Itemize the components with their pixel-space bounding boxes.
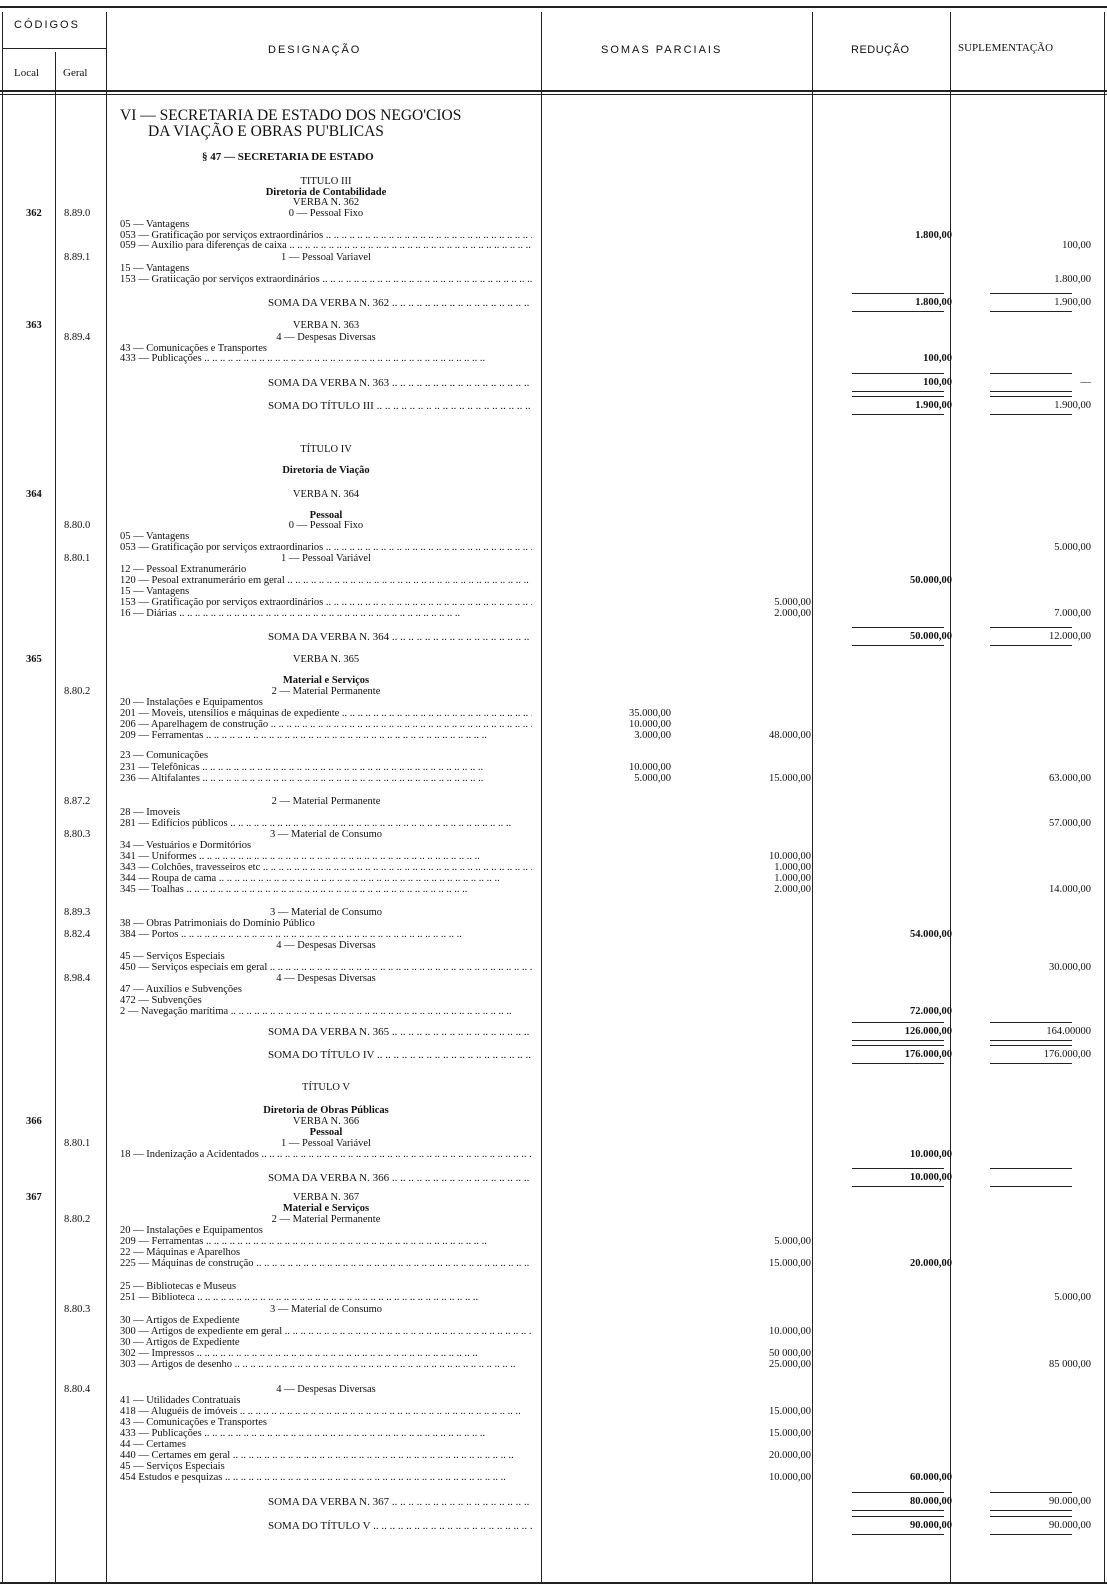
sum-rule — [990, 391, 1072, 392]
designacao-text: 053 — Gratificação por serviços extraordinarios .. .. — [120, 542, 532, 554]
soma-row — [0, 1172, 1107, 1184]
budget-row — [0, 1292, 1107, 1304]
designacao-text: 209 — Ferramentas .. .. — [120, 730, 532, 742]
header-geral: Geral — [63, 67, 88, 79]
designacao-text: 18 — Indenização a Acidentados .. .. — [120, 1149, 532, 1161]
designacao-text: VERBA N. 367 — [292, 1192, 360, 1203]
soma-label: SOMA DA VERBA N. 364 .. .. — [268, 631, 532, 643]
local-code: 362 — [26, 208, 42, 219]
suplementacao-value: 7.000,00 — [1054, 608, 1091, 619]
soma-row — [0, 631, 1107, 643]
geral-code: 8.89.0 — [64, 208, 91, 219]
local-code: 364 — [26, 489, 42, 500]
designacao-text: 4 — Despesas Diversas — [276, 332, 376, 343]
soma-row — [0, 1049, 1107, 1061]
soma-label: SOMA DA VERBA N. 367 .. .. — [268, 1496, 532, 1508]
designacao-text: 45 — Serviços Especiais — [120, 951, 225, 962]
designacao-text: Pessoal — [309, 510, 343, 521]
geral-code: 8.80.3 — [64, 829, 91, 840]
sum-rule — [852, 627, 944, 628]
soma-label: SOMA DA VERBA N. 366 .. .. — [268, 1172, 532, 1184]
soma-parcial-1: 10.000,00 — [629, 719, 671, 730]
sum-rule — [852, 1045, 944, 1046]
designacao-text: VERBA N. 362 — [292, 197, 360, 208]
budget-row — [0, 465, 1107, 477]
designacao-text: 15 — Vantagens — [120, 263, 190, 274]
reducao-value: 100,00 — [923, 353, 952, 364]
designacao-text: 43 — Comunicações e Transportes — [120, 1417, 267, 1428]
designacao-text: 225 — Máquinas de construção .. .. — [120, 1258, 532, 1270]
budget-row — [0, 489, 1107, 501]
designacao-text: VERBA N. 363 — [292, 320, 360, 331]
budget-row — [0, 730, 1107, 742]
designacao-text: 343 — Colchões, travesseiros etc .. .. — [120, 862, 532, 874]
sum-rule — [852, 1186, 944, 1187]
designacao-text: 05 — Vantagens — [120, 531, 190, 542]
sum-rule — [990, 1492, 1072, 1493]
local-code: 367 — [26, 1192, 42, 1203]
sum-rule — [990, 627, 1072, 628]
reducao-value: 10.000,00 — [910, 1172, 952, 1183]
soma-parcial-2: 15.000,00 — [769, 1428, 811, 1439]
designacao-text: 281 — Edifícios públicos .. .. — [120, 818, 532, 830]
suplementacao-value: 1.800,00 — [1054, 274, 1091, 285]
designacao-text: 2 — Material Permanente — [271, 1214, 381, 1225]
designacao-text: 454 Estudos e pesquizas .. .. — [120, 1472, 532, 1484]
soma-parcial-2: 48.000,00 — [769, 730, 811, 741]
designacao-text: 44 — Certames — [120, 1439, 186, 1450]
sum-rule — [990, 1186, 1072, 1187]
designacao-text: 345 — Toalhas .. .. — [120, 884, 532, 896]
designacao-text: 45 — Serviços Especiais — [120, 1461, 225, 1472]
sum-rule — [852, 1510, 944, 1511]
budget-row — [0, 1149, 1107, 1161]
designacao-text: 251 — Biblioteca .. .. — [120, 1292, 532, 1304]
geral-code: 8.80.3 — [64, 1304, 91, 1315]
designacao-text: 472 — Subvenções — [120, 995, 202, 1006]
reducao-value: 50.000,00 — [910, 631, 952, 642]
suplementacao-value: 1.900,00 — [1054, 400, 1091, 411]
sum-rule — [852, 645, 944, 646]
designacao-text: VERBA N. 366 — [292, 1116, 360, 1127]
header-suplementacao: SUPLEMENTAÇÃO — [958, 42, 1054, 54]
section-title-line1: VI — SECRETARIA DE ESTADO DOS NEGO'CIOS — [120, 107, 462, 124]
suplementacao-value: 1.900,00 — [1054, 297, 1091, 308]
soma-row — [0, 1520, 1107, 1532]
soma-parcial-1: 3.000,00 — [634, 730, 671, 741]
designacao-text: 302 — Impressos .. .. — [120, 1348, 532, 1360]
designacao-text: 41 — Utilidades Contratuais — [120, 1395, 241, 1406]
sum-rule — [852, 1022, 944, 1023]
geral-code: 8.80.4 — [64, 1384, 91, 1395]
designacao-text: 3 — Material de Consumo — [270, 907, 382, 918]
designacao-text: VERBA N. 365 — [292, 654, 360, 665]
designacao-text: 43 — Comunicações e Transportes — [120, 343, 267, 354]
geral-code: 8.89.4 — [64, 332, 91, 343]
reducao-value: 176.000,00 — [904, 1049, 952, 1060]
designacao-text: 418 — Aluguéis de imóveis .. .. — [120, 1406, 532, 1418]
designacao-text: 4 — Despesas Diversas — [276, 1384, 376, 1395]
sum-rule — [852, 414, 944, 415]
designacao-text: TÍTULO V — [302, 1082, 350, 1093]
designacao-text: 1 — Pessoal Variável — [281, 553, 371, 564]
designacao-text: 153 — Gratificação por serviços extraordinários .. .. — [120, 597, 532, 609]
soma-parcial-2: 10.000,00 — [769, 1472, 811, 1483]
soma-parcial-2: 5.000,00 — [774, 1236, 811, 1247]
designacao-text: 433 — Publicações .. .. — [120, 353, 532, 365]
designacao-text: 2 — Material Permanente — [271, 796, 381, 807]
header-designacao: DESIGNAÇÃO — [268, 44, 362, 56]
suplementacao-value: 5.000,00 — [1054, 542, 1091, 553]
budget-row — [0, 1258, 1107, 1270]
designacao-text: 206 — Aparelhagem de construção .. .. — [120, 719, 532, 731]
soma-row — [0, 400, 1107, 412]
budget-row — [0, 773, 1107, 785]
header-bottom-rule — [0, 90, 1107, 92]
sum-rule — [990, 293, 1072, 294]
designacao-text: Pessoal — [309, 1127, 343, 1138]
reducao-value: 126.000,00 — [904, 1026, 952, 1037]
sum-rule — [852, 1492, 944, 1493]
budget-row — [0, 1359, 1107, 1371]
sum-rule — [990, 396, 1072, 397]
soma-row — [0, 297, 1107, 309]
budget-row — [0, 1082, 1107, 1094]
reducao-value: 20.000,00 — [910, 1258, 952, 1269]
designacao-text: 433 — Publicações .. .. — [120, 1428, 532, 1440]
designacao-text: 153 — Gratiicação por serviços extraordinários .. .. — [120, 274, 532, 286]
designacao-text: 341 — Uniformes .. .. — [120, 851, 532, 863]
designacao-text: 0 — Pessoal Fixo — [288, 520, 364, 531]
sum-rule — [990, 1063, 1072, 1064]
sum-rule — [990, 1022, 1072, 1023]
budget-row — [0, 1472, 1107, 1484]
header-local: Local — [14, 67, 40, 79]
soma-parcial-2: 10.000,00 — [769, 1326, 811, 1337]
suplementacao-value: 12.000,00 — [1049, 631, 1091, 642]
local-code: 363 — [26, 320, 42, 331]
sum-rule — [852, 1168, 944, 1169]
sum-rule — [990, 373, 1072, 374]
designacao-text: 12 — Pessoal Extranumerário — [120, 564, 247, 575]
suplementacao-value: 164.00000 — [1046, 1026, 1091, 1037]
sum-rule — [990, 645, 1072, 646]
geral-code: 8.82.4 — [64, 929, 91, 940]
geral-code: 8.87.2 — [64, 796, 91, 807]
reducao-value: 54.000,00 — [910, 929, 952, 940]
sum-rule — [852, 373, 944, 374]
designacao-text: 47 — Auxílios e Subvenções — [120, 984, 242, 995]
designacao-text: 3 — Material de Consumo — [270, 829, 382, 840]
designacao-text: 2 — Material Permanente — [271, 686, 381, 697]
soma-parcial-2: 20.000,00 — [769, 1450, 811, 1461]
designacao-text: 2 — Navegação marítima .. .. — [120, 1006, 532, 1018]
designacao-text: 053 — Gratificação por serviços extraordinários .. .. — [120, 230, 532, 242]
designacao-text: 34 — Vestuários e Dormitórios — [120, 840, 252, 851]
reducao-value: 72.000,00 — [910, 1006, 952, 1017]
soma-row — [0, 1496, 1107, 1508]
header-codigos: CÓDIGOS — [14, 19, 80, 31]
suplementacao-value: 90.000,00 — [1049, 1520, 1091, 1531]
geral-code: 8.80.1 — [64, 1138, 91, 1149]
designacao-text: Diretoria de Viação — [282, 465, 370, 476]
codigos-rule — [2, 48, 106, 49]
soma-parcial-2: 15.000,00 — [769, 1406, 811, 1417]
sum-rule — [990, 311, 1072, 312]
designacao-text: 3 — Material de Consumo — [270, 1304, 382, 1315]
soma-parcial-2: 10.000,00 — [769, 851, 811, 862]
header-reducao: REDUÇÃO — [851, 44, 910, 56]
reducao-value: 100,00 — [923, 377, 952, 388]
designacao-text: 15 — Vantagens — [120, 586, 190, 597]
suplementacao-value: 63.000,00 — [1049, 773, 1091, 784]
budget-row — [0, 884, 1107, 896]
soma-parcial-2: 1.000,00 — [774, 873, 811, 884]
soma-parcial-1: 10.000,00 — [629, 762, 671, 773]
designacao-text: 303 — Artigos de desenho .. .. — [120, 1359, 532, 1371]
soma-parcial-2: 1.000,00 — [774, 862, 811, 873]
designacao-text: 120 — Pesoal extranumerário em geral .. .. — [120, 575, 532, 587]
geral-code: 8.89.1 — [64, 252, 91, 263]
designacao-text: VERBA N. 364 — [292, 489, 360, 500]
header-somas-parciais: SOMAS PARCIAIS — [601, 44, 723, 56]
designacao-text: 209 — Ferramentas .. .. — [120, 1236, 532, 1248]
soma-label: SOMA DO TÍTULO III .. .. — [268, 400, 532, 412]
budget-row — [0, 1006, 1107, 1018]
soma-parcial-2: 2.000,00 — [774, 884, 811, 895]
soma-parcial-2: 25.000,00 — [769, 1359, 811, 1370]
header-bottom-rule-2 — [0, 94, 1107, 95]
designacao-text: 05 — Vantagens — [120, 219, 190, 230]
sum-rule — [852, 396, 944, 397]
sum-rule — [852, 391, 944, 392]
suplementacao-value: 176.000,00 — [1043, 1049, 1091, 1060]
budget-row — [0, 320, 1107, 332]
sum-rule — [990, 414, 1072, 415]
designacao-text: 4 — Despesas Diversas — [276, 940, 376, 951]
soma-parcial-2: 2.000,00 — [774, 608, 811, 619]
soma-label: SOMA DA VERBA N. 365 .. .. — [268, 1026, 532, 1038]
soma-parcial-2: 5.000,00 — [774, 597, 811, 608]
suplementacao-value: — — [1080, 377, 1091, 388]
soma-label: SOMA DO TÍTULO IV .. .. — [268, 1049, 532, 1061]
soma-label: SOMA DA VERBA N. 363 .. .. — [268, 377, 532, 389]
designacao-text: Material e Serviços — [282, 675, 370, 686]
designacao-text: 236 — Altifalantes .. .. — [120, 773, 532, 785]
sum-rule — [852, 1516, 944, 1517]
designacao-text: 384 — Portos .. .. — [120, 929, 532, 941]
suplementacao-value: 100,00 — [1062, 240, 1091, 251]
suplementacao-value: 90.000,00 — [1049, 1496, 1091, 1507]
reducao-value: 10.000,00 — [910, 1149, 952, 1160]
reducao-value: 1.800,00 — [915, 297, 952, 308]
local-code: 365 — [26, 654, 42, 665]
soma-row — [0, 377, 1107, 389]
geral-code: 8.80.2 — [64, 1214, 91, 1225]
soma-row — [0, 1026, 1107, 1038]
designacao-text: 25 — Bibliotecas e Museus — [120, 1281, 237, 1292]
budget-row — [0, 750, 1107, 762]
sum-rule — [990, 1040, 1072, 1041]
section-title-line2: DA VIAÇÃO E OBRAS PU'BLICAS — [148, 123, 384, 140]
designacao-text: 450 — Serviços especiais em geral .. .. — [120, 962, 532, 974]
designacao-text: 440 — Certames em geral .. .. — [120, 1450, 532, 1462]
reducao-value: 80.000,00 — [910, 1496, 952, 1507]
soma-parcial-1: 35.000,00 — [629, 708, 671, 719]
suplementacao-value: 14.000,00 — [1049, 884, 1091, 895]
suplementacao-value: 85 000,00 — [1049, 1359, 1091, 1370]
header-top-rule — [0, 6, 1107, 8]
reducao-value: 1.800,00 — [915, 230, 952, 241]
section-subtitle: § 47 — SECRETARIA DE ESTADO — [202, 151, 374, 163]
designacao-text: 28 — Imoveis — [120, 807, 181, 818]
soma-parcial-1: 5.000,00 — [634, 773, 671, 784]
designacao-text: 059 — Auxilio para diferenças de caixa .. .. — [120, 240, 532, 252]
designacao-text: 22 — Máquinas e Aparelhos — [120, 1247, 241, 1258]
designacao-text: Diretoria de Obras Públicas — [263, 1105, 389, 1116]
designacao-text: 20 — Instalações e Equipamentos — [120, 697, 263, 708]
sum-rule — [990, 1045, 1072, 1046]
designacao-text: 30 — Artigos de Expediente — [120, 1315, 240, 1326]
local-code: 366 — [26, 1116, 42, 1127]
designacao-text: 38 — Obras Patrimoniais do Domínio Público — [120, 918, 315, 929]
sum-rule — [852, 1534, 944, 1535]
soma-parcial-2: 15.000,00 — [769, 1258, 811, 1269]
soma-label: SOMA DO TÍTULO V .. .. — [268, 1520, 532, 1532]
reducao-value: 60.000,00 — [910, 1472, 952, 1483]
sum-rule — [990, 1510, 1072, 1511]
designacao-text: Material e Serviços — [282, 1203, 370, 1214]
soma-parcial-2: 15.000,00 — [769, 773, 811, 784]
sum-rule — [990, 1516, 1072, 1517]
soma-parcial-2: 50 000,00 — [769, 1348, 811, 1359]
footer-rule — [0, 1582, 1107, 1584]
designacao-text: Diretoria de Contabilidade — [265, 187, 387, 198]
sum-rule — [852, 293, 944, 294]
sum-rule — [852, 1063, 944, 1064]
sum-rule — [852, 1040, 944, 1041]
budget-row — [0, 654, 1107, 666]
budget-row — [0, 274, 1107, 286]
designacao-text: TÍTULO IV — [300, 444, 352, 455]
designacao-text: 300 — Artigos de expediente em geral .. .. — [120, 1326, 532, 1338]
sum-rule — [990, 1534, 1072, 1535]
budget-row — [0, 444, 1107, 456]
geral-code: 8.80.2 — [64, 686, 91, 697]
reducao-value: 90.000,00 — [910, 1520, 952, 1531]
suplementacao-value: 5.000,00 — [1054, 1292, 1091, 1303]
designacao-text: 4 — Despesas Diversas — [276, 973, 376, 984]
geral-code: 8.89.3 — [64, 907, 91, 918]
suplementacao-value: 30.000,00 — [1049, 962, 1091, 973]
designacao-text: 0 — Pessoal Fixo — [288, 208, 364, 219]
budget-row — [0, 608, 1107, 620]
budget-row — [0, 353, 1107, 365]
designacao-text: 30 — Artigos de Expediente — [120, 1337, 240, 1348]
designacao-text: 201 — Moveis, utensilios e máquinas de expediente .. .. — [120, 708, 532, 720]
designacao-text: 344 — Roupa de cama .. .. — [120, 873, 532, 885]
designacao-text: 1 — Pessoal Variavel — [281, 252, 371, 263]
reducao-value: 50.000,00 — [910, 575, 952, 586]
designacao-text: 1 — Pessoal Variável — [281, 1138, 371, 1149]
geral-code: 8.98.4 — [64, 973, 91, 984]
reducao-value: 1.900,00 — [915, 400, 952, 411]
sum-rule — [852, 311, 944, 312]
designacao-text: 231 — Telefônicas .. .. — [120, 762, 532, 774]
geral-code: 8.80.0 — [64, 520, 91, 531]
sum-rule — [990, 1168, 1072, 1169]
designacao-text: 20 — Instalações e Equipamentos — [120, 1225, 263, 1236]
designacao-text: 23 — Comunicações — [120, 750, 209, 761]
budget-row — [0, 240, 1107, 252]
designacao-text: TITULO III — [300, 176, 352, 187]
suplementacao-value: 57.000,00 — [1049, 818, 1091, 829]
designacao-text: 16 — Diárias .. .. — [120, 608, 532, 620]
geral-code: 8.80.1 — [64, 553, 91, 564]
soma-label: SOMA DA VERBA N. 362 .. .. — [268, 297, 532, 309]
